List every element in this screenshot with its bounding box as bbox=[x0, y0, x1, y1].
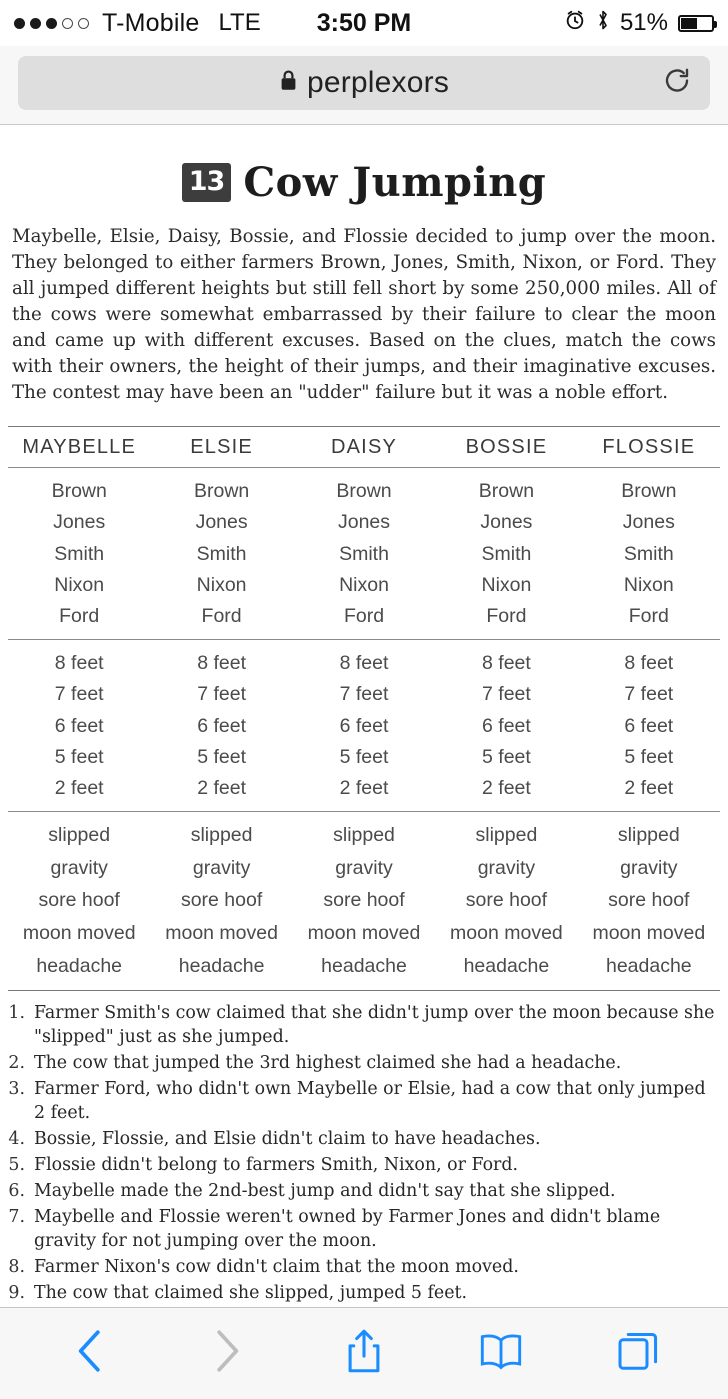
grid-cell-group bbox=[293, 476, 435, 631]
clue-item bbox=[8, 1001, 720, 1049]
grid-column-header: MAYBELLE bbox=[22, 436, 137, 459]
clue-number: 3. bbox=[8, 1079, 25, 1100]
grid-option[interactable]: 8 feet bbox=[339, 652, 389, 675]
grid-option[interactable]: 5 feet bbox=[54, 745, 104, 768]
grid-option[interactable]: 8 feet bbox=[54, 652, 104, 675]
status-left bbox=[14, 9, 261, 38]
clue-number: 6. bbox=[8, 1181, 25, 1202]
grid-option[interactable]: Nixon bbox=[196, 573, 247, 596]
share-button[interactable] bbox=[326, 1322, 402, 1386]
grid-option[interactable]: Brown bbox=[621, 480, 677, 503]
grid-cell-group bbox=[435, 476, 577, 631]
grid-option[interactable]: Nixon bbox=[481, 573, 532, 596]
grid-option[interactable]: Jones bbox=[53, 511, 106, 534]
clue-number: 9. bbox=[8, 1283, 25, 1304]
clue-text: Farmer Nixon's cow didn't claim that the moon moved. bbox=[34, 1257, 519, 1278]
grid-option[interactable]: 6 feet bbox=[624, 714, 674, 737]
grid-option[interactable]: 5 feet bbox=[624, 745, 674, 768]
grid-option[interactable]: headache bbox=[463, 954, 550, 977]
clock-label: 3:50 PM bbox=[316, 8, 412, 37]
grid-option[interactable]: sore hoof bbox=[38, 889, 120, 912]
battery-percent-label: 51% bbox=[619, 9, 668, 36]
signal-strength-dots bbox=[14, 18, 89, 29]
clue-text: Flossie didn't belong to farmers Smith, Nixon, or Ford. bbox=[34, 1155, 519, 1176]
clue-item bbox=[8, 1077, 720, 1125]
grid-block-heights bbox=[8, 640, 720, 812]
grid-option[interactable]: gravity bbox=[620, 856, 678, 879]
clue-item bbox=[8, 1281, 720, 1305]
grid-option[interactable]: slipped bbox=[333, 824, 395, 847]
grid-option[interactable]: 8 feet bbox=[197, 652, 246, 675]
grid-cell-group bbox=[8, 648, 150, 803]
signal-dot bbox=[46, 18, 57, 29]
grid-option[interactable]: 5 feet bbox=[197, 745, 246, 768]
grid-option[interactable]: 6 feet bbox=[482, 714, 531, 737]
clue-number: 5. bbox=[8, 1155, 25, 1176]
grid-option[interactable]: moon moved bbox=[22, 922, 136, 945]
puzzle-grid bbox=[8, 426, 720, 991]
grid-option[interactable]: slipped bbox=[190, 824, 253, 847]
grid-option[interactable]: 2 feet bbox=[339, 777, 389, 800]
grid-option[interactable]: Brown bbox=[193, 480, 250, 503]
grid-option[interactable]: 2 feet bbox=[54, 777, 104, 800]
grid-option[interactable]: Jones bbox=[337, 511, 391, 534]
grid-option[interactable]: slipped bbox=[48, 824, 111, 847]
grid-option[interactable]: moon moved bbox=[165, 922, 278, 945]
grid-option[interactable]: sore hoof bbox=[608, 889, 690, 912]
grid-option[interactable]: 7 feet bbox=[339, 683, 389, 706]
grid-cell-group bbox=[578, 648, 720, 803]
grid-option[interactable]: sore hoof bbox=[323, 889, 405, 912]
share-icon bbox=[345, 1327, 383, 1380]
grid-option[interactable]: Nixon bbox=[623, 573, 674, 596]
grid-option[interactable]: headache bbox=[178, 954, 265, 977]
grid-block-farmers bbox=[8, 468, 720, 640]
clue-text: The cow that jumped the 3rd highest claimed she had a headache. bbox=[34, 1053, 622, 1074]
grid-column-header: DAISY bbox=[331, 436, 398, 459]
grid-option[interactable]: slipped bbox=[475, 824, 538, 847]
url-text: perplexors bbox=[306, 66, 450, 99]
clue-item bbox=[8, 1153, 720, 1177]
signal-dot bbox=[30, 18, 41, 29]
page-content bbox=[0, 125, 728, 1307]
grid-cell-group bbox=[435, 820, 577, 982]
grid-option[interactable]: headache bbox=[321, 954, 407, 977]
grid-option[interactable]: 5 feet bbox=[339, 745, 389, 768]
battery-icon bbox=[678, 15, 714, 32]
grid-option[interactable]: Brown bbox=[336, 480, 392, 503]
page-title bbox=[8, 159, 720, 206]
grid-option[interactable]: sore hoof bbox=[465, 889, 548, 912]
bluetooth-icon bbox=[596, 9, 610, 37]
grid-cell-group bbox=[150, 820, 292, 982]
status-bar bbox=[0, 0, 728, 46]
grid-option[interactable]: Nixon bbox=[54, 573, 105, 596]
clue-text: Farmer Smith's cow claimed that she didn't jump over the moon because she "slipped" just as she jumped. bbox=[34, 1003, 715, 1048]
grid-option[interactable]: Jones bbox=[480, 511, 533, 534]
grid-option[interactable]: moon moved bbox=[450, 922, 563, 945]
chevron-left-icon bbox=[71, 1326, 109, 1381]
grid-cell-group bbox=[150, 476, 292, 631]
grid-cell-group bbox=[8, 820, 150, 982]
grid-option[interactable]: moon moved bbox=[592, 922, 706, 945]
browser-chrome bbox=[0, 46, 728, 125]
grid-option[interactable]: Nixon bbox=[339, 573, 389, 596]
grid-option[interactable]: Jones bbox=[195, 511, 248, 534]
grid-column-header: ELSIE bbox=[190, 436, 253, 459]
clue-number: 4. bbox=[8, 1129, 25, 1150]
grid-option[interactable]: Smith bbox=[339, 542, 389, 565]
grid-option[interactable]: Smith bbox=[481, 542, 532, 565]
clue-item bbox=[8, 1051, 720, 1075]
grid-option[interactable]: 2 feet bbox=[482, 777, 531, 800]
grid-option[interactable]: Ford bbox=[343, 604, 385, 627]
grid-option[interactable]: Smith bbox=[196, 542, 247, 565]
clue-number: 7. bbox=[8, 1207, 25, 1228]
grid-option[interactable]: headache bbox=[36, 954, 123, 977]
clues-list bbox=[8, 1001, 720, 1305]
grid-option[interactable]: 5 feet bbox=[482, 745, 531, 768]
grid-option[interactable]: 2 feet bbox=[197, 777, 246, 800]
grid-option[interactable]: slipped bbox=[617, 824, 680, 847]
puzzle-number-badge: 13 bbox=[182, 163, 232, 202]
grid-option[interactable]: sore hoof bbox=[180, 889, 263, 912]
grid-cell-group bbox=[293, 820, 435, 982]
grid-option[interactable]: 6 feet bbox=[339, 714, 389, 737]
grid-option[interactable]: Ford bbox=[486, 604, 527, 627]
grid-option[interactable]: 7 feet bbox=[624, 683, 674, 706]
grid-option[interactable]: 7 feet bbox=[482, 683, 531, 706]
chevron-right-icon bbox=[208, 1326, 246, 1381]
grid-option[interactable]: Ford bbox=[59, 604, 100, 627]
grid-option[interactable]: 7 feet bbox=[54, 683, 104, 706]
status-right bbox=[564, 9, 714, 37]
grid-column-header: FLOSSIE bbox=[602, 436, 696, 459]
forward-button[interactable] bbox=[189, 1322, 265, 1386]
grid-column-header: BOSSIE bbox=[465, 436, 548, 459]
grid-option[interactable]: 8 feet bbox=[482, 652, 531, 675]
tabs-icon bbox=[617, 1328, 659, 1379]
grid-option[interactable]: moon moved bbox=[307, 922, 421, 945]
clue-number: 2. bbox=[8, 1053, 25, 1074]
grid-cell-group bbox=[578, 476, 720, 631]
grid-option[interactable]: Brown bbox=[478, 480, 535, 503]
alarm-clock-icon bbox=[564, 9, 586, 37]
clue-text: Maybelle and Flossie weren't owned by Farmer Jones and didn't blame gravity for not jumping over the moon. bbox=[34, 1207, 661, 1252]
bookmarks-button[interactable] bbox=[463, 1322, 539, 1386]
grid-option[interactable]: 2 feet bbox=[624, 777, 674, 800]
grid-option[interactable]: gravity bbox=[335, 856, 393, 879]
clue-text: The cow that claimed she slipped, jumped 5 feet. bbox=[34, 1283, 468, 1304]
grid-option[interactable]: Ford bbox=[628, 604, 669, 627]
clue-item bbox=[8, 1205, 720, 1253]
signal-dot bbox=[62, 18, 73, 29]
signal-dot bbox=[78, 18, 89, 29]
network-type-label: LTE bbox=[218, 9, 261, 36]
grid-option[interactable]: Smith bbox=[623, 542, 674, 565]
clue-item bbox=[8, 1127, 720, 1151]
grid-cell-group bbox=[435, 648, 577, 803]
grid-option[interactable]: headache bbox=[605, 954, 692, 977]
book-icon bbox=[478, 1329, 524, 1378]
grid-cell-group bbox=[293, 648, 435, 803]
grid-cell-group bbox=[150, 648, 292, 803]
grid-option[interactable]: gravity bbox=[50, 856, 108, 879]
browser-toolbar bbox=[0, 1307, 728, 1399]
grid-option[interactable]: 6 feet bbox=[54, 714, 104, 737]
clue-text: Bossie, Flossie, and Elsie didn't claim to have headaches. bbox=[34, 1129, 541, 1150]
lock-icon bbox=[279, 69, 298, 97]
address-bar[interactable] bbox=[18, 56, 710, 110]
grid-option[interactable]: 8 feet bbox=[624, 652, 674, 675]
grid-option[interactable]: Jones bbox=[622, 511, 675, 534]
grid-option[interactable]: Brown bbox=[51, 480, 107, 503]
puzzle-intro-paragraph: Maybelle, Elsie, Daisy, Bossie, and Flossie decided to jump over the moon. They belonged to either farmers Brown, Jones, Smith, Nixon, or Ford. They all jumped different heights but still fell short by some 250,000 miles. All of the cows were somewhat embarrassed by their failure to clear the moon and came up with different excuses. Based on the clues, match the cows with their owners, the height of their jumps, and their imaginative excuses. The contest may have been an "udder" failure but it was a noble effort. bbox=[12, 226, 716, 404]
clue-text: Maybelle made the 2nd-best jump and didn't say that she slipped. bbox=[34, 1181, 616, 1202]
puzzle-title-text: Cow Jumping bbox=[243, 159, 547, 206]
grid-option[interactable]: Smith bbox=[54, 542, 105, 565]
grid-option[interactable]: gravity bbox=[192, 856, 251, 879]
clue-item bbox=[8, 1179, 720, 1203]
tabs-button[interactable] bbox=[600, 1322, 676, 1386]
carrier-label: T-Mobile bbox=[102, 8, 200, 37]
back-button[interactable] bbox=[52, 1322, 128, 1386]
grid-cell-group bbox=[578, 820, 720, 982]
grid-option[interactable]: Ford bbox=[201, 604, 242, 627]
clue-number: 1. bbox=[8, 1003, 25, 1024]
grid-option[interactable]: 7 feet bbox=[197, 683, 246, 706]
grid-header-row bbox=[8, 427, 720, 468]
signal-dot bbox=[14, 18, 25, 29]
grid-block-excuses bbox=[8, 812, 720, 990]
grid-option[interactable]: 6 feet bbox=[197, 714, 246, 737]
grid-cell-group bbox=[8, 476, 150, 631]
clue-text: Farmer Ford, who didn't own Maybelle or Elsie, had a cow that only jumped 2 feet. bbox=[34, 1079, 706, 1124]
grid-option[interactable]: gravity bbox=[477, 856, 536, 879]
reload-icon[interactable] bbox=[662, 66, 692, 101]
clue-item bbox=[8, 1255, 720, 1279]
clue-number: 8. bbox=[8, 1257, 25, 1278]
